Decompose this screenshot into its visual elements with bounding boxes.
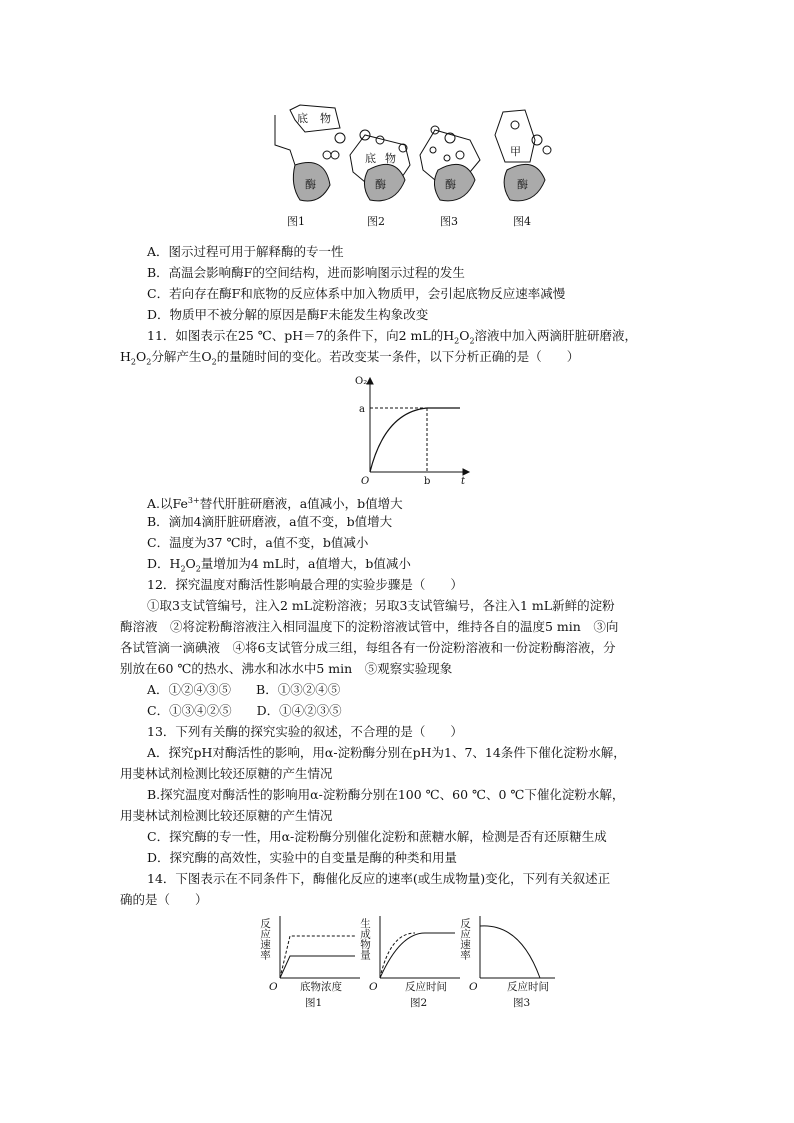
q11-option-c: C．温度为37 ℃时，a值不变，b值减小: [147, 535, 369, 550]
q11-stem: 11．如图表示在25 ℃、pH＝7的条件下，向2 mL的$H_2O_2$溶液中加入两滴肝脏研磨液，: [147, 328, 638, 346]
q10-option-d: D．物质甲不被分解的原因是酶F未能发生构象改变: [147, 307, 429, 322]
svg-text:图3: 图3: [513, 997, 531, 1009]
q12-line: ①取3支试管编号，注入2 mL淀粉溶液；另取3支试管编号，各注入1 mL新鲜的淀粉: [147, 598, 615, 613]
svg-text:O: O: [269, 981, 278, 993]
q12-line: 别放在60 ℃的热水、沸水和冰水中5 min ⑤观察实验现象: [120, 661, 453, 676]
q11-option-a: A.以$Fe^{3+}$替代肝脏研磨液，a值减小，b值增大: [147, 496, 403, 512]
q12-stem: 12．探究温度对酶活性影响最合理的实验步骤是（ ）: [147, 577, 463, 592]
enzyme-substrate-figure: [255, 100, 555, 235]
svg-text:t: t: [461, 476, 466, 487]
q11-option-b: B．滴加4滴肝脏研磨液，a值不变，b值增大: [147, 514, 393, 529]
jia-label: 甲: [510, 145, 521, 158]
svg-text:酶: 酶: [445, 178, 456, 191]
svg-text:图4: 图4: [513, 215, 531, 228]
enzyme-label: 酶: [305, 178, 316, 191]
q13-option-b-cont: 用斐林试剂检测比较还原糖的产生情况: [120, 808, 333, 823]
svg-text:O: O: [369, 981, 378, 993]
svg-text:图1: 图1: [305, 997, 323, 1009]
svg-text:底: 底: [365, 152, 376, 165]
substrate-label: 底: [297, 112, 308, 125]
q10-option-b: B．高温会影响酶F的空间结构，进而影响图示过程的发生: [147, 265, 465, 280]
svg-text:酶: 酶: [375, 178, 386, 191]
figure-caption: 图1: [287, 215, 305, 228]
q13-option-a: A．探究pH对酶活性的影响，用α-淀粉酶分别在pH为1、7、14条件下催化淀粉水解，: [147, 745, 626, 760]
q10-option-a: A．图示过程可用于解释酶的专一性: [147, 244, 344, 259]
q12-options-cd: C．①③④②⑤ D．①④②③⑤: [147, 703, 342, 718]
q13-option-b: B.探究温度对酶活性的影响用α-淀粉酶分别在100 ℃、60 ℃、0 ℃下催化淀粉水解，: [147, 787, 625, 802]
graph2-ylabel: 生成物量: [359, 918, 371, 960]
svg-text:O₂: O₂: [355, 376, 368, 387]
q13-option-d: D．探究酶的高效性，实验中的自变量是酶的种类和用量: [147, 850, 458, 865]
graph3-ylabel: 反应速率: [459, 918, 471, 960]
q13-option-a-cont: 用斐林试剂检测比较还原糖的产生情况: [120, 766, 333, 781]
q11-stem-line2: $H_2O_2$分解产生$O_2$的量随时间的变化。若改变某一条件，以下分析正确的是（ ）: [120, 349, 580, 367]
q14-stem-cont: 确的是（ ）: [120, 892, 208, 907]
graph1-ylabel: 反应速率: [259, 918, 271, 960]
q12-line: 各试管滴一滴碘液 ④将6支试管分成三组，每组各有一份淀粉溶液和一份淀粉酶溶液，分: [120, 640, 616, 655]
q13-stem: 13．下列有关酶的探究实验的叙述，不合理的是（ ）: [147, 724, 463, 739]
svg-text:物: 物: [385, 152, 396, 165]
svg-text:O: O: [361, 476, 370, 487]
q12-options-ab: A．①②④③⑤ B．①③②④⑤: [147, 682, 341, 697]
q11-option-d: D．$H_2O_2$量增加为4 mL时，a值增大，b值减小: [147, 556, 411, 574]
svg-text:酶: 酶: [517, 178, 528, 191]
svg-text:b: b: [424, 476, 431, 487]
svg-text:底物浓度: 底物浓度: [300, 981, 342, 993]
q13-option-c: C．探究酶的专一性，用α-淀粉酶分别催化淀粉和蔗糖水解，检测是否有还原糖生成: [147, 829, 607, 844]
svg-text:O: O: [469, 981, 478, 993]
svg-text:图2: 图2: [410, 997, 428, 1009]
reaction-graphs: [255, 908, 555, 1013]
svg-text:图2: 图2: [367, 215, 385, 228]
svg-text:图3: 图3: [440, 215, 458, 228]
q14-stem: 14．下图表示在不同条件下，酶催化反应的速率(或生成物量)变化，下列有关叙述正: [147, 871, 611, 886]
q10-option-c: C．若向存在酶F和底物的反应体系中加入物质甲，会引起底物反应速率减慢: [147, 286, 566, 301]
svg-text:反应时间: 反应时间: [405, 981, 447, 993]
svg-text:a: a: [359, 404, 365, 415]
svg-text:反应时间: 反应时间: [507, 981, 549, 993]
o2-time-graph: [345, 372, 475, 487]
svg-text:物: 物: [320, 112, 331, 125]
q12-line: 酶溶液 ②将淀粉酶溶液注入相同温度下的淀粉溶液试管中，维持各自的温度5 min ③向: [120, 619, 619, 634]
